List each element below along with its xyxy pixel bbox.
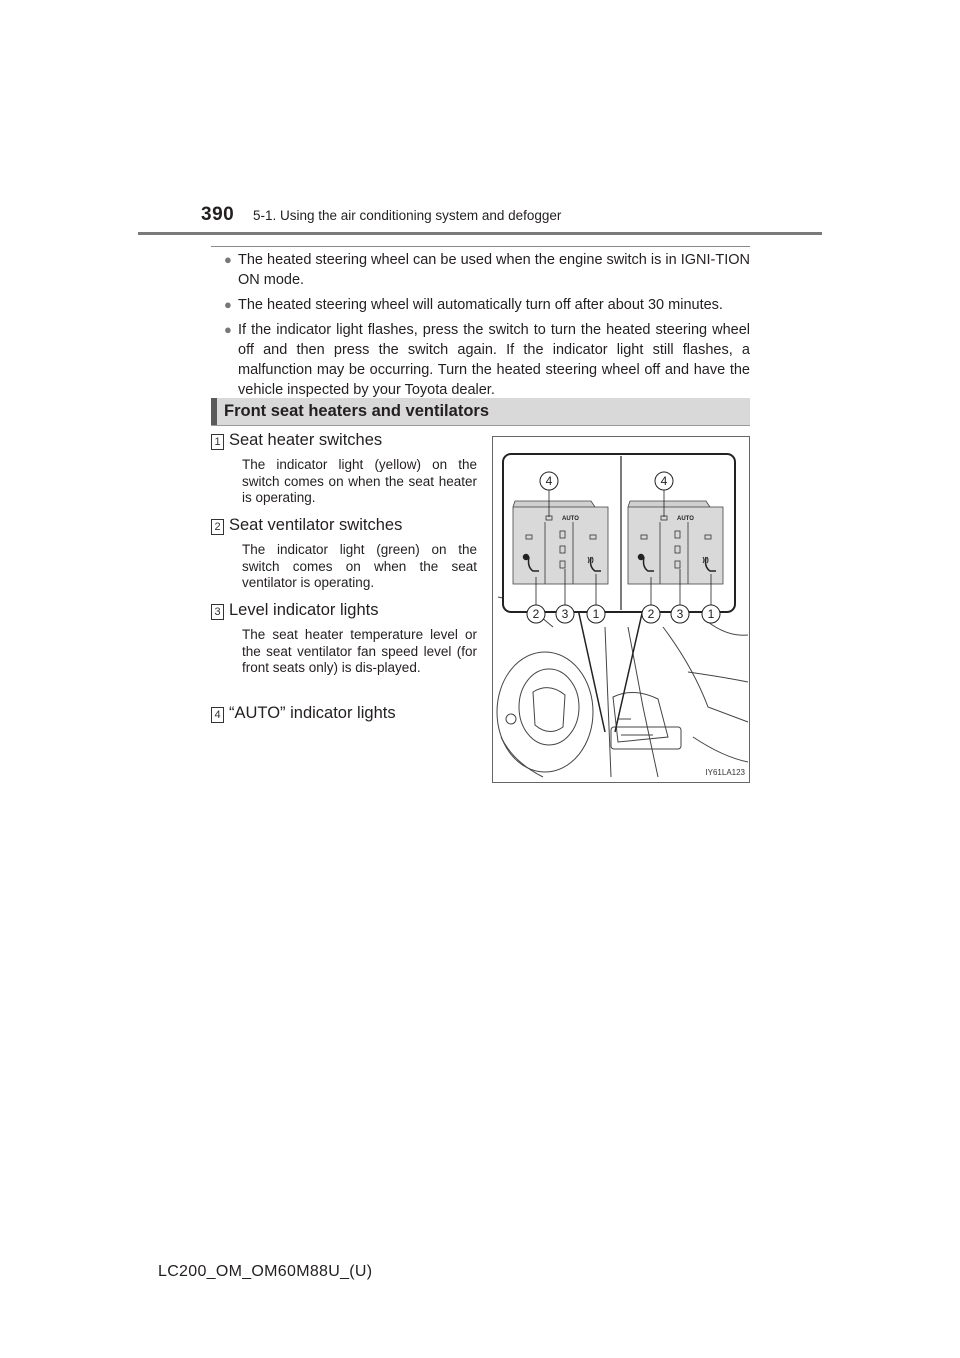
bullet-icon: ● xyxy=(224,252,232,267)
callout-number: 2 xyxy=(532,607,540,621)
panel-bezel xyxy=(628,501,710,507)
section-heading: Front seat heaters and ventilators xyxy=(224,402,489,420)
console-switch-panel xyxy=(611,727,681,749)
section-heading-box xyxy=(211,398,750,426)
console-edge-mid xyxy=(628,627,658,777)
note-text: The heated steering wheel will automatically turn off after about 30 minutes. xyxy=(238,297,723,313)
callout-number: 1 xyxy=(707,607,715,621)
section-title: 5-1. Using the air conditioning system and defogger xyxy=(253,208,562,223)
item-description: The seat heater temperature level or the seat ventilator fan speed level (for front seats only) is dis-played. xyxy=(242,627,477,675)
note-text: The heated steering wheel can be used when the engine switch is in IGNI-TION ON mode. xyxy=(238,252,750,288)
passenger-seat xyxy=(693,737,748,762)
image-code: IY61LA123 xyxy=(705,768,745,777)
item-number: 3 xyxy=(211,604,224,620)
callout-number: 4 xyxy=(660,474,668,488)
note-item xyxy=(211,250,750,290)
steering-wheel-inner xyxy=(519,669,579,745)
panel-bezel xyxy=(513,501,595,507)
note-text: If the indicator light flashes, press the switch to turn the heated steering wheel off and then press the switch again. If the indicator light still flashes, a malfunction may be occurring. Turn the heated steering wheel off and have the vehicle inspected by your Toyota dealer. xyxy=(238,322,750,398)
item-number: 1 xyxy=(211,434,224,450)
door-trim xyxy=(708,622,748,635)
callout-number: 3 xyxy=(676,607,684,621)
knob-icon xyxy=(506,714,516,724)
callout-number: 4 xyxy=(545,474,553,488)
auto-label: AUTO xyxy=(562,516,579,522)
item-description: The indicator light (yellow) on the switch comes on when the seat heater is operating. xyxy=(242,457,477,505)
item-title: Level indicator lights xyxy=(229,601,379,619)
section-heading-bar xyxy=(211,398,217,425)
item-description: The indicator light (green) on the switch comes on when the seat ventilator is operating. xyxy=(242,542,477,590)
illustration-svg xyxy=(493,437,749,782)
callout-wedge xyxy=(578,609,643,732)
steering-hub xyxy=(533,688,565,732)
callout-number: 3 xyxy=(561,607,569,621)
content-rule xyxy=(211,246,750,247)
auto-label: AUTO xyxy=(677,516,694,522)
panel-body xyxy=(513,507,608,584)
header-rule xyxy=(138,232,822,235)
left-switch-panel xyxy=(513,501,608,584)
item-number: 2 xyxy=(211,519,224,535)
item-number: 4 xyxy=(211,707,224,723)
console-edge-left xyxy=(605,627,611,777)
callout-number: 1 xyxy=(592,607,600,621)
interior-sketch xyxy=(497,597,748,777)
note-item xyxy=(211,320,750,400)
bullet-icon: ● xyxy=(224,322,232,337)
page-number: 390 xyxy=(201,204,235,225)
item-title: Seat ventilator switches xyxy=(229,516,403,534)
panel-body xyxy=(628,507,723,584)
passenger-trim xyxy=(688,672,748,682)
item-title: “AUTO” indicator lights xyxy=(229,704,396,722)
item-title: Seat heater switches xyxy=(229,431,383,449)
right-switch-panel xyxy=(628,501,723,584)
footer-code: LC200_OM_OM60M88U_(U) xyxy=(158,1263,373,1280)
bullet-icon: ● xyxy=(224,297,232,312)
callout-number: 2 xyxy=(647,607,655,621)
notes-list xyxy=(211,250,750,405)
note-item xyxy=(211,295,750,315)
seat-switch-illustration xyxy=(492,436,750,783)
